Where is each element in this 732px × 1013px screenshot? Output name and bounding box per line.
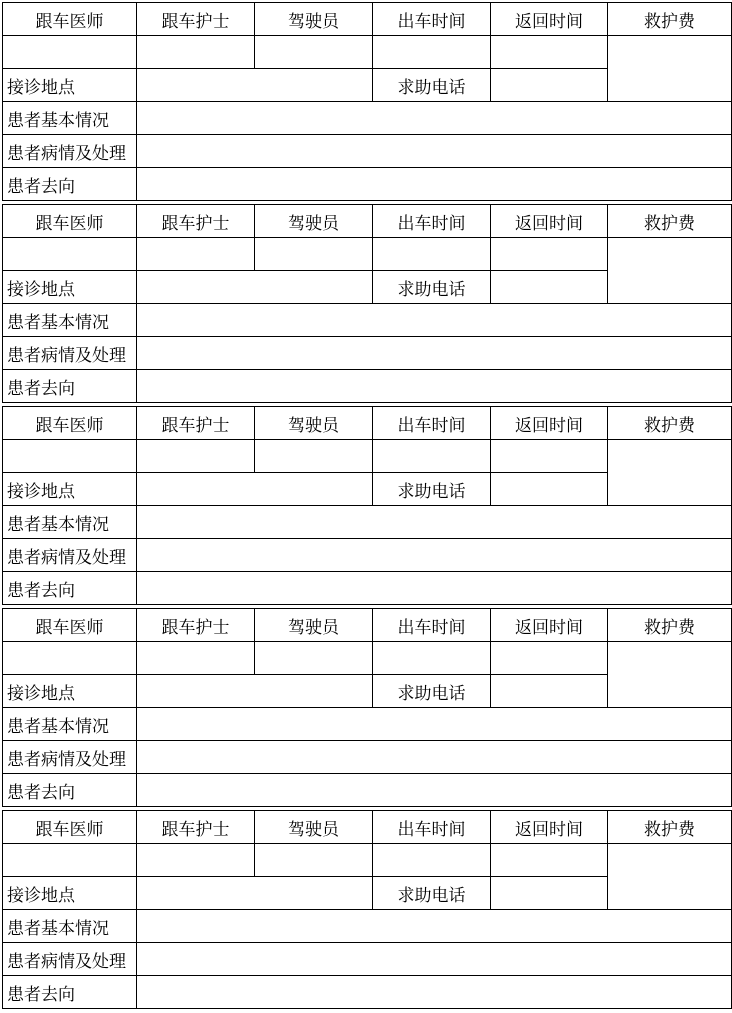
dispatch-record-table-4 [2, 608, 732, 807]
condition-field[interactable] [137, 539, 732, 572]
destination-row [3, 168, 732, 201]
basic-info-row [3, 910, 732, 943]
condition-field[interactable] [137, 337, 732, 370]
depart-time-label: 出车时间 [373, 407, 491, 440]
phone-field[interactable] [491, 69, 608, 102]
nurse-label: 跟车护士 [137, 3, 255, 36]
staff-entry-row [3, 844, 732, 877]
phone-field[interactable] [491, 271, 608, 304]
destination-label: 患者去向 [3, 774, 137, 807]
basic-info-row [3, 506, 732, 539]
condition-field[interactable] [137, 741, 732, 774]
fee-label: 救护费 [608, 205, 732, 238]
condition-label: 患者病情及处理 [3, 539, 137, 572]
phone-field[interactable] [491, 675, 608, 708]
depart-time-field[interactable] [373, 642, 491, 675]
driver-field[interactable] [255, 440, 373, 473]
header-row [3, 205, 732, 238]
dispatch-record-table-5 [2, 810, 732, 1009]
basic-info-row [3, 102, 732, 135]
fee-field[interactable] [608, 844, 732, 910]
site-field[interactable] [137, 69, 373, 102]
basic-info-row [3, 304, 732, 337]
destination-field[interactable] [137, 168, 732, 201]
fee-label: 救护费 [608, 811, 732, 844]
doctor-field[interactable] [3, 238, 137, 271]
destination-label: 患者去向 [3, 976, 137, 1009]
basic-info-label: 患者基本情况 [3, 304, 137, 337]
basic-info-field[interactable] [137, 304, 732, 337]
condition-row [3, 943, 732, 976]
nurse-field[interactable] [137, 844, 255, 877]
return-time-label: 返回时间 [491, 3, 608, 36]
fee-label: 救护费 [608, 609, 732, 642]
site-label: 接诊地点 [3, 877, 137, 910]
driver-field[interactable] [255, 238, 373, 271]
destination-field[interactable] [137, 370, 732, 403]
doctor-field[interactable] [3, 642, 137, 675]
return-time-field[interactable] [491, 238, 608, 271]
depart-time-label: 出车时间 [373, 609, 491, 642]
destination-label: 患者去向 [3, 168, 137, 201]
basic-info-label: 患者基本情况 [3, 506, 137, 539]
return-time-label: 返回时间 [491, 205, 608, 238]
doctor-field[interactable] [3, 440, 137, 473]
fee-label: 救护费 [608, 407, 732, 440]
destination-label: 患者去向 [3, 370, 137, 403]
phone-label: 求助电话 [373, 473, 491, 506]
basic-info-label: 患者基本情况 [3, 102, 137, 135]
destination-field[interactable] [137, 572, 732, 605]
phone-label: 求助电话 [373, 271, 491, 304]
destination-field[interactable] [137, 774, 732, 807]
fee-field[interactable] [608, 440, 732, 506]
header-row [3, 3, 732, 36]
condition-label: 患者病情及处理 [3, 135, 137, 168]
depart-time-label: 出车时间 [373, 3, 491, 36]
basic-info-field[interactable] [137, 506, 732, 539]
site-field[interactable] [137, 877, 373, 910]
depart-time-field[interactable] [373, 440, 491, 473]
site-label: 接诊地点 [3, 473, 137, 506]
basic-info-label: 患者基本情况 [3, 910, 137, 943]
driver-label: 驾驶员 [255, 407, 373, 440]
depart-time-label: 出车时间 [373, 811, 491, 844]
nurse-field[interactable] [137, 36, 255, 69]
doctor-label: 跟车医师 [3, 205, 137, 238]
fee-label: 救护费 [608, 3, 732, 36]
basic-info-field[interactable] [137, 102, 732, 135]
driver-label: 驾驶员 [255, 3, 373, 36]
destination-row [3, 774, 732, 807]
nurse-label: 跟车护士 [137, 609, 255, 642]
basic-info-label: 患者基本情况 [3, 708, 137, 741]
condition-row [3, 135, 732, 168]
return-time-field[interactable] [491, 440, 608, 473]
nurse-field[interactable] [137, 440, 255, 473]
return-time-label: 返回时间 [491, 609, 608, 642]
doctor-label: 跟车医师 [3, 407, 137, 440]
nurse-label: 跟车护士 [137, 407, 255, 440]
return-time-label: 返回时间 [491, 811, 608, 844]
site-label: 接诊地点 [3, 271, 137, 304]
depart-time-label: 出车时间 [373, 205, 491, 238]
basic-info-field[interactable] [137, 708, 732, 741]
condition-row [3, 741, 732, 774]
driver-label: 驾驶员 [255, 205, 373, 238]
phone-field[interactable] [491, 473, 608, 506]
destination-row [3, 572, 732, 605]
fee-field[interactable] [608, 238, 732, 304]
nurse-field[interactable] [137, 642, 255, 675]
doctor-field[interactable] [3, 36, 137, 69]
basic-info-row [3, 708, 732, 741]
staff-entry-row [3, 238, 732, 271]
site-label: 接诊地点 [3, 675, 137, 708]
site-field[interactable] [137, 473, 373, 506]
basic-info-field[interactable] [137, 910, 732, 943]
phone-label: 求助电话 [373, 877, 491, 910]
driver-label: 驾驶员 [255, 609, 373, 642]
dispatch-record-table-1 [2, 2, 732, 201]
doctor-label: 跟车医师 [3, 609, 137, 642]
phone-label: 求助电话 [373, 675, 491, 708]
depart-time-field[interactable] [373, 36, 491, 69]
site-label: 接诊地点 [3, 69, 137, 102]
condition-field[interactable] [137, 135, 732, 168]
staff-entry-row [3, 36, 732, 69]
header-row [3, 407, 732, 440]
driver-field[interactable] [255, 844, 373, 877]
site-field[interactable] [137, 675, 373, 708]
depart-time-field[interactable] [373, 844, 491, 877]
dispatch-record-table-3 [2, 406, 732, 605]
staff-entry-row [3, 440, 732, 473]
doctor-field[interactable] [3, 844, 137, 877]
doctor-label: 跟车医师 [3, 811, 137, 844]
depart-time-field[interactable] [373, 238, 491, 271]
header-row [3, 609, 732, 642]
driver-field[interactable] [255, 642, 373, 675]
driver-label: 驾驶员 [255, 811, 373, 844]
fee-field[interactable] [608, 36, 732, 102]
site-field[interactable] [137, 271, 373, 304]
destination-row [3, 976, 732, 1009]
return-time-field[interactable] [491, 642, 608, 675]
nurse-field[interactable] [137, 238, 255, 271]
condition-label: 患者病情及处理 [3, 943, 137, 976]
condition-row [3, 539, 732, 572]
return-time-field[interactable] [491, 36, 608, 69]
dispatch-record-table-2 [2, 204, 732, 403]
header-row [3, 811, 732, 844]
return-time-field[interactable] [491, 844, 608, 877]
nurse-label: 跟车护士 [137, 205, 255, 238]
phone-label: 求助电话 [373, 69, 491, 102]
driver-field[interactable] [255, 36, 373, 69]
phone-field[interactable] [491, 877, 608, 910]
destination-label: 患者去向 [3, 572, 137, 605]
destination-field[interactable] [137, 976, 732, 1009]
destination-row [3, 370, 732, 403]
condition-field[interactable] [137, 943, 732, 976]
condition-label: 患者病情及处理 [3, 741, 137, 774]
fee-field[interactable] [608, 642, 732, 708]
condition-label: 患者病情及处理 [3, 337, 137, 370]
nurse-label: 跟车护士 [137, 811, 255, 844]
return-time-label: 返回时间 [491, 407, 608, 440]
doctor-label: 跟车医师 [3, 3, 137, 36]
condition-row [3, 337, 732, 370]
staff-entry-row [3, 642, 732, 675]
